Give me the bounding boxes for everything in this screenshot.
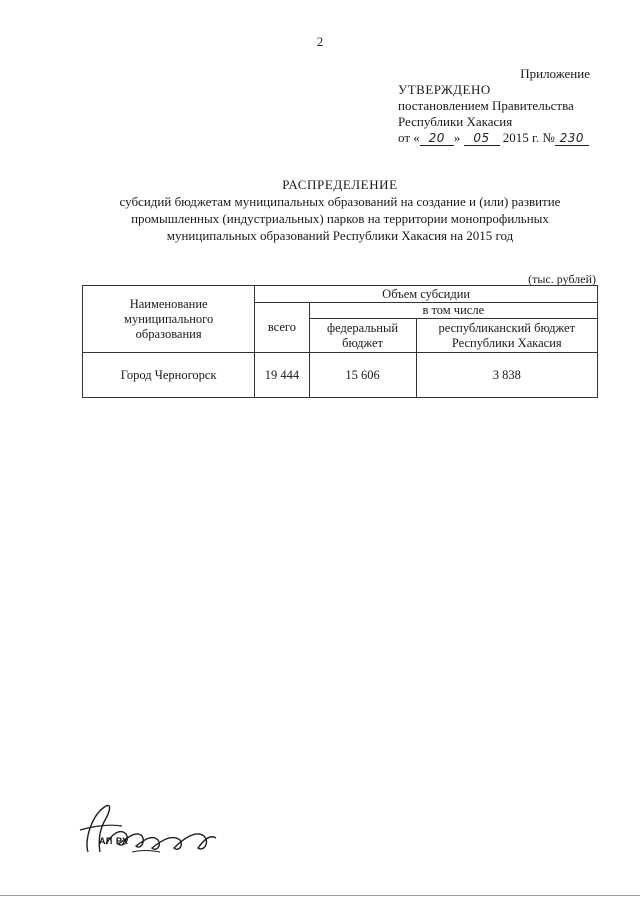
approval-line-2: Республики Хакасия	[398, 114, 513, 129]
header-total: всего	[255, 303, 309, 353]
cell-municipality-name: Город Черногорск	[83, 353, 255, 398]
heading-line-1: субсидий бюджетам муниципальных образований на создание и (или) развитие	[119, 194, 561, 209]
heading-title: РАСПРЕДЕЛЕНИЕ	[282, 177, 398, 192]
appendix-label: Приложение	[520, 66, 590, 81]
handwritten-signature	[70, 800, 240, 862]
header-including: в том числе	[309, 303, 597, 319]
approval-title: УТВЕРЖДЕНО	[398, 82, 491, 97]
approval-block	[398, 82, 589, 146]
page-number: 2	[316, 34, 324, 49]
document-heading	[60, 176, 620, 244]
header-republic-line-2: Республики Хакасия	[451, 335, 562, 350]
approval-day: 20	[420, 132, 454, 146]
approval-month: 05	[464, 132, 500, 146]
header-republic	[416, 319, 598, 353]
heading-line-3: муниципальных образований Республики Хакасия на 2015 год	[166, 228, 514, 243]
header-volume: Объем субсидии	[255, 286, 598, 303]
signature-caption: АП РХ	[99, 836, 129, 846]
approval-line-1: постановлением Правительства	[398, 98, 574, 113]
date-suffix: 2015 г. №	[502, 130, 555, 145]
cell-total: 19 444	[255, 353, 309, 398]
header-municipality	[83, 286, 255, 353]
header-municipality-line-3: образования	[135, 326, 202, 341]
unit-note: (тыс. рублей)	[528, 272, 596, 286]
header-federal-line-1: федеральный	[327, 320, 399, 335]
table-header-row	[83, 286, 598, 303]
date-prefix: от «	[398, 130, 420, 145]
cell-federal: 15 606	[309, 353, 416, 398]
cell-republic: 3 838	[416, 353, 598, 398]
header-federal	[309, 319, 416, 353]
heading-line-2: промышленных (индустриальных) парков на территории монопрофильных	[131, 211, 549, 226]
approval-number: 230	[555, 132, 589, 146]
header-municipality-line-1: Наименование	[129, 296, 208, 311]
header-republic-line-1: республиканский бюджет	[438, 320, 576, 335]
header-municipality-line-2: муниципального	[124, 311, 214, 326]
table-row	[83, 353, 598, 398]
header-federal-line-2: бюджет	[342, 335, 383, 350]
approval-date-line	[398, 130, 589, 146]
subsidy-table	[82, 285, 598, 398]
page-bottom-rule	[0, 895, 640, 896]
date-mid: »	[453, 130, 461, 145]
